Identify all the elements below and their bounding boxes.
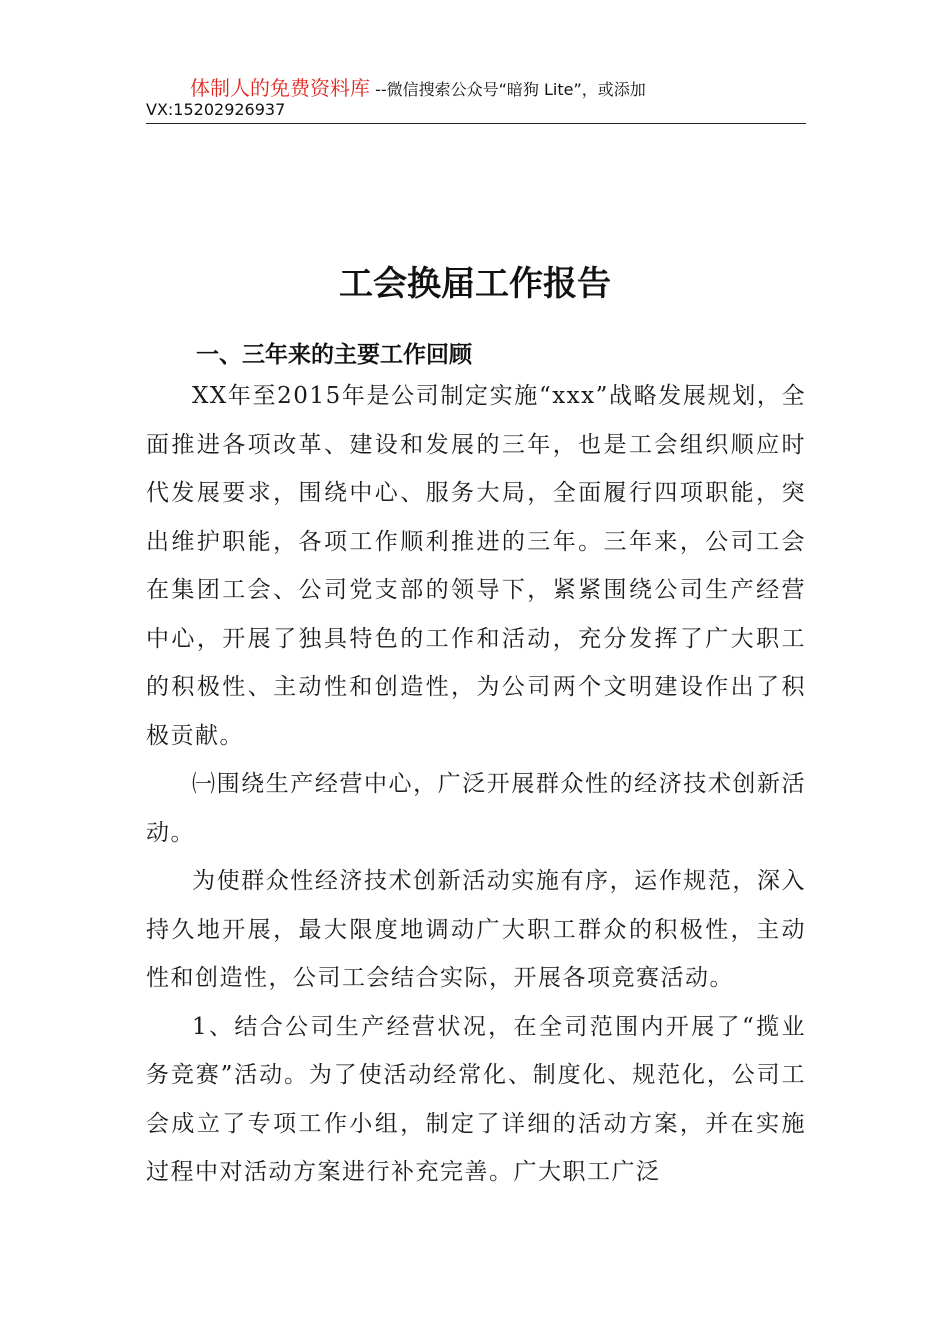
paragraph: 1、结合公司生产经营状况，在全司范围内开展了“揽业务竞赛”活动。为了使活动经常化、制度化、规范化，公司工会成立了专项工作小组，制定了详细的活动方案，并在实施过程中对活动方案进行补充完善。广大职工广泛 [146,1013,806,1185]
brand-text: 体制人的免费资料库 [190,76,370,100]
document-title: 工会换届工作报告 [339,264,611,304]
document-body [146,372,806,1197]
header-note: --微信搜索公众号“暗狗 Lite”，或添加 [370,80,646,99]
header-divider [146,123,806,124]
header-line [146,72,806,100]
section-heading: 一、三年来的主要工作回顾 [196,342,472,368]
paragraph: ㈠围绕生产经营中心，广泛开展群众性的经济技术创新活动。 [146,771,806,846]
paragraph: 为使群众性经济技术创新活动实施有序，运作规范，深入持久地开展，最大限度地调动广大职工群众的积极性，主动性和创造性，公司工会结合实际，开展各项竞赛活动。 [146,868,806,991]
header-contact: VX:15202926937 [146,100,286,119]
paragraph: XX年至2015年是公司制定实施“xxx”战略发展规划，全面推进各项改革、建设和发展的三年，也是工会组织顺应时代发展要求，围绕中心、服务大局，全面履行四项职能，突出维护职能，各项工作顺利推进的三年。三年来，公司工会在集团工会、公司党支部的领导下，紧紧围绕公司生产经营中心，开展了独具特色的工作和活动，充分发挥了广大职工的积极性、主动性和创造性，为公司两个文明建设作出了积极贡献。 [146,383,806,749]
page-header [146,72,806,120]
